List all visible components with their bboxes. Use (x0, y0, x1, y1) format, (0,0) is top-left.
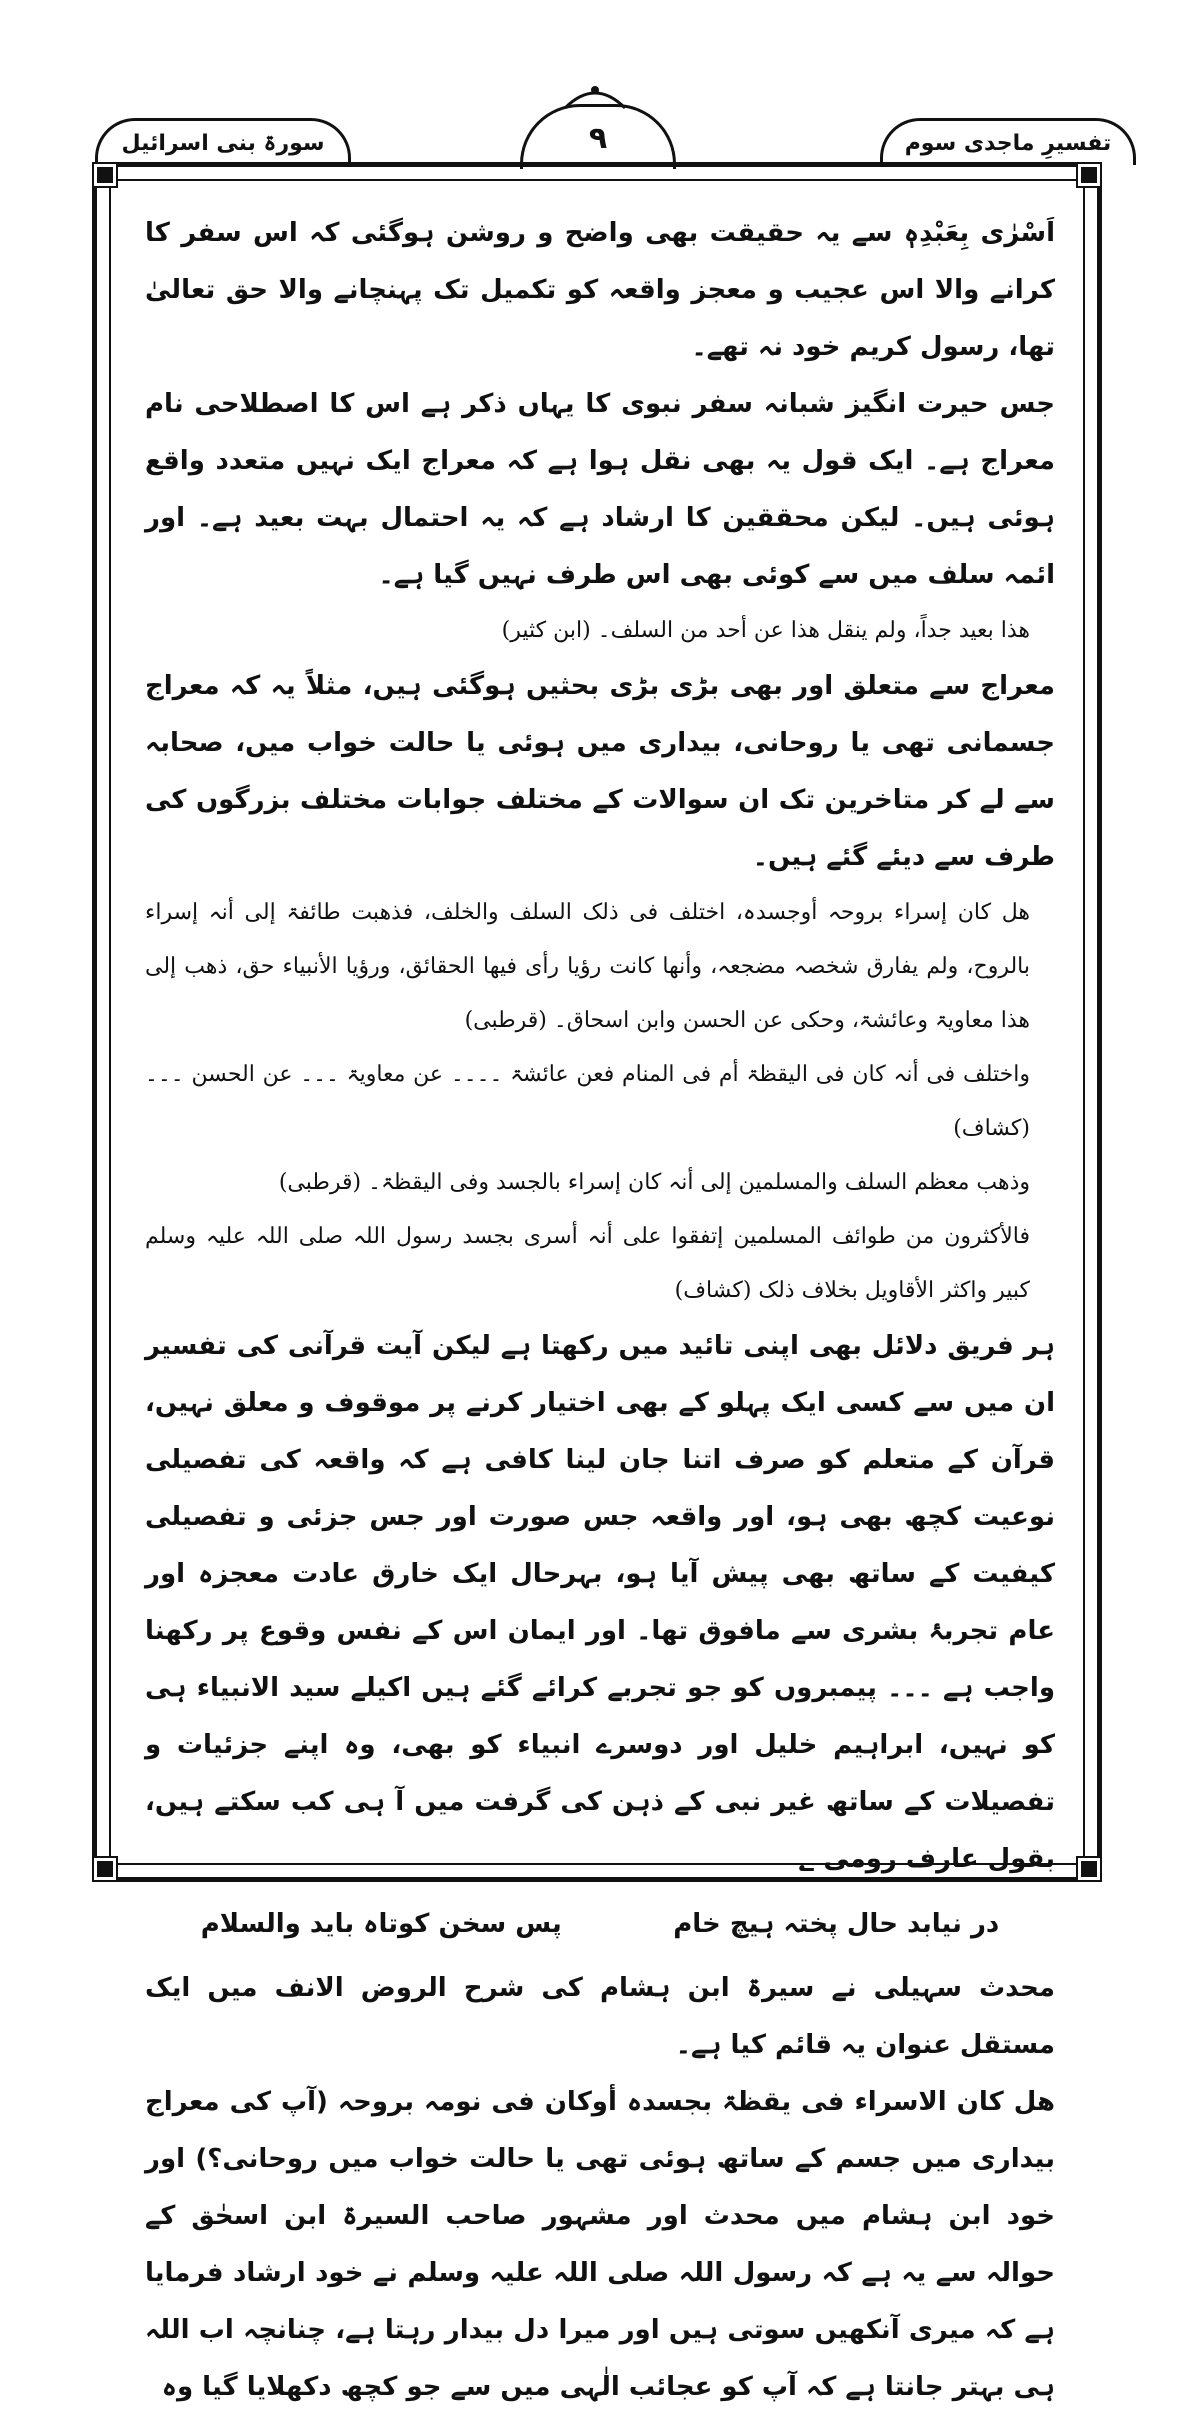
corner-ornament-icon (94, 164, 116, 186)
paragraph-5: محدث سہیلی نے سیرۃ ابن ہشام کی شرح الروض الانف میں ایک مستقل عنوان یہ قائم کیا ہے۔ (145, 1973, 1055, 2060)
verse-first-hemistich: در نیابد حال پختہ ہیچ خام (673, 1909, 1000, 1939)
page-number: ۹ (520, 104, 676, 169)
paragraph-2: جس حیرت انگیز شبانہ سفر نبوی کا یہاں ذکر ہے اس کا اصطلاحی نام معراج ہے۔ ایک قول یہ بھی نقل ہوا ہے کہ معراج ایک نہیں متعدد واقع ہوئی ہیں۔ لیکن محققین کا ارشاد ہے کہ یہ احتمال بہت بعید ہے۔ اور ائمہ سلف میں سے کوئی بھی اس طرف نہیں گیا ہے۔ (145, 389, 1055, 590)
arabic-quote-3: واختلف فی أنہ کان فی الیقظۃ أم فی المنام فعن عائشۃ ۔۔۔۔ عن معاویۃ ۔۔۔ عن الحسن ۔۔۔ (کشاف) (145, 1062, 1030, 1141)
verse-second-hemistich: پس سخن کوتاہ باید والسلام (200, 1909, 562, 1939)
paragraph-1: اَسْرٰی بِعَبْدِہٖ سے یہ حقیقت بھی واضح و روشن ہوگئی کہ اس سفر کا کرانے والا اس عجیب و معجز واقعہ کو تکمیل تک پہنچانے والا حق تعالیٰ تھا، رسول کریم خود نہ تھے۔ (145, 218, 1055, 362)
paragraph-4: ہر فریق دلائل بھی اپنی تائید میں رکھتا ہے لیکن آیت قرآنی کی تفسیر ان میں سے کسی ایک پہلو کے بھی اختیار کرنے پر موقوف و معلق نہیں، قرآن کے متعلم کو صرف اتنا جان لینا کافی ہے کہ واقعہ کی تفصیلی نوعیت کچھ بھی ہو، اور واقعہ جس صورت اور جس جزئی و تفصیلی کیفیت کے ساتھ بھی پیش آیا ہو، بہرحال ایک خارق عادت معجزہ اور عام تجربۂ بشری سے مافوق تھا۔ اور ایمان اس کے نفس وقوع پر رکھنا واجب ہے ۔۔۔ پیمبروں کو جو تجربے کرائے گئے ہیں اکیلے سید الانبیاء ہی کو نہیں، ابراہیم خلیل اور دوسرے انبیاء کو بھی، وہ اپنے جزئیات و تفصیلات کے ساتھ غیر نبی کے ذہن کی گرفت میں آ ہی کب سکتے ہیں، بقول عارف رومی ؂ (145, 1331, 1055, 1874)
paragraph-3: معراج سے متعلق اور بھی بڑی بڑی بحثیں ہوگئی ہیں، مثلاً یہ کہ معراج جسمانی تھی یا روحانی، بیداری میں ہوئی یا حالت خواب میں، صحابہ سے لے کر متاخرین تک ان سوالات کے مختلف جوابات مختلف بزرگوں کی طرف سے دیئے گئے ہیں۔ (145, 671, 1055, 872)
page-body (145, 205, 1055, 2402)
arabic-quote-1: ھذا بعید جداً، ولم ینقل ھذا عن أحد من السلف۔ (ابن کثیر) (501, 618, 1030, 643)
arabic-quote-4: وذھب معظم السلف والمسلمین إلی أنہ کان إسراء بالجسد وفی الیقظۃ۔ (قرطبی) (278, 1170, 1030, 1195)
persian-verse (145, 1894, 1055, 1954)
arabic-quote-5: فالأکثرون من طوائف المسلمین إتفقوا علی أنہ أسری بجسد رسول اللہ صلی اللہ علیہ وسلم کبیر واکثر الأقاویل بخلاف ذلک (کشاف) (145, 1224, 1030, 1303)
book-title-tag: تفسیرِ ماجدی سوم (880, 118, 1136, 165)
corner-ornament-icon (94, 1858, 116, 1880)
corner-ornament-icon (1078, 164, 1100, 186)
paragraph-6: ھل کان الاسراء فی یقظۃ بجسدہ أوکان فی نومہ بروحہ (آپ کی معراج بیداری میں جسم کے ساتھ ہوئی تھی یا حالت خواب میں روحانی؟) اور خود ابن ہشام میں محدث اور مشہور صاحب السیرۃ ابن اسحٰق کے حوالہ سے یہ ہے کہ رسول اللہ صلی اللہ علیہ وسلم نے خود ارشاد فرمایا ہے کہ میری آنکھیں سوتی ہیں اور میرا دل بیدار رہتا ہے، چنانچہ اب اللہ ہی بہتر جانتا ہے کہ آپ کو عجائب الٰہی میں سے جو کچھ دکھلایا گیا وہ (145, 2087, 1055, 2402)
arabic-quote-2: ھل کان إسراء بروحہ أوجسدہ، اختلف فی ذلک السلف والخلف، فذھبت طائفۃ إلی أنہ إسراء بالروح، ولم یفارق شخصہ مضجعہ، وأنھا کانت رؤیا رأی فیھا الحقائق، ورؤیا الأنبیاء حق، ذھب إلی ھذا معاویۃ وعائشۃ، وحکی عن الحسن وابن اسحاق۔ (قرطبی) (145, 900, 1030, 1033)
surah-name-tag: سورۃ بنی اسرائیل (95, 118, 351, 165)
page-header (0, 0, 1192, 165)
corner-ornament-icon (1078, 1858, 1100, 1880)
